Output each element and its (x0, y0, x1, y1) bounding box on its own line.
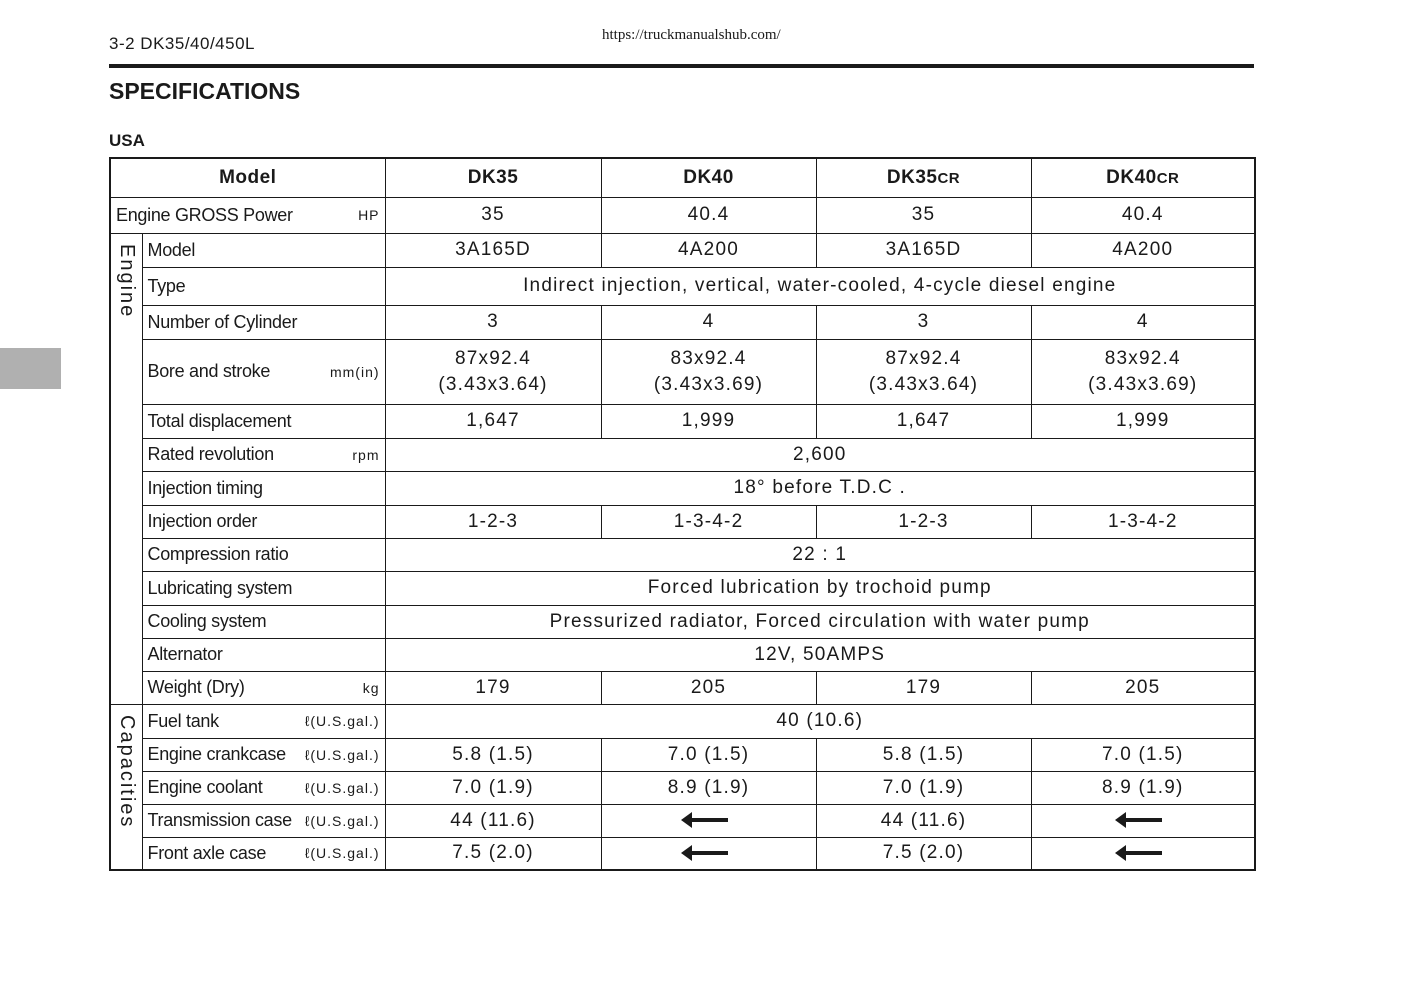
specifications-table (109, 157, 1256, 871)
cell: 205 (601, 671, 816, 704)
row-label-fuel-tank: Fuel tank ℓ(U.S.gal.) (142, 704, 385, 738)
cell: 5.8 (1.5) (816, 738, 1031, 771)
cell: 7.0 (1.5) (1031, 738, 1255, 771)
row-label-lubricating: Lubricating system (142, 571, 385, 605)
table-row (110, 339, 1255, 404)
cell (1031, 804, 1255, 837)
cell: 7.0 (1.9) (385, 771, 601, 804)
cell (601, 837, 816, 870)
unit-label: kg (362, 679, 380, 696)
header-rule (109, 64, 1254, 68)
row-label-front-axle: Front axle case ℓ(U.S.gal.) (142, 837, 385, 870)
column-header-dk40cr: DK40CR (1031, 158, 1255, 197)
cell: 4 (601, 305, 816, 339)
cell: 7.0 (1.9) (816, 771, 1031, 804)
model-header: Model (110, 158, 385, 197)
row-label-compression-ratio: Compression ratio (142, 538, 385, 571)
cell: 4A200 (601, 233, 816, 267)
cell: 18° before T.D.C . (385, 471, 1255, 505)
cell: Pressurized radiator, Forced circulation with water pump (385, 605, 1255, 638)
table-row (110, 197, 1255, 233)
unit-label: ℓ(U.S.gal.) (304, 779, 380, 796)
unit-label: ℓ(U.S.gal.) (304, 845, 380, 862)
engine-group-label: Engine (110, 233, 142, 704)
table-row (110, 738, 1255, 771)
cell: 44 (11.6) (385, 804, 601, 837)
cell: 205 (1031, 671, 1255, 704)
cell: 7.0 (1.5) (601, 738, 816, 771)
table-row (110, 837, 1255, 870)
table-row (110, 671, 1255, 704)
cell: Indirect injection, vertical, water-cooled, 4-cycle diesel engine (385, 267, 1255, 305)
table-row (110, 538, 1255, 571)
row-label-displacement: Total displacement (142, 404, 385, 438)
row-label-rated-revolution: Rated revolution rpm (142, 438, 385, 471)
row-label-type: Type (142, 267, 385, 305)
cell: 83x92.4 (3.43x3.69) (1031, 339, 1255, 404)
table-row (110, 438, 1255, 471)
table-row (110, 804, 1255, 837)
row-label-cooling: Cooling system (142, 605, 385, 638)
left-arrow-icon (690, 851, 728, 855)
table-row (110, 471, 1255, 505)
table-row (110, 305, 1255, 339)
table-row (110, 771, 1255, 804)
cell: 3A165D (385, 233, 601, 267)
cell: 1-3-4-2 (1031, 505, 1255, 538)
cell: 1,647 (816, 404, 1031, 438)
cell: 87x92.4 (3.43x3.64) (385, 339, 601, 404)
cell: 179 (816, 671, 1031, 704)
cell: 35 (816, 197, 1031, 233)
column-header-dk40: DK40 (601, 158, 816, 197)
row-label-coolant: Engine coolant ℓ(U.S.gal.) (142, 771, 385, 804)
unit-label: rpm (352, 446, 380, 463)
cell: 40.4 (601, 197, 816, 233)
cell: 22 : 1 (385, 538, 1255, 571)
cell: 1,647 (385, 404, 601, 438)
table-row (110, 404, 1255, 438)
cell (1031, 837, 1255, 870)
cell: 87x92.4 (3.43x3.64) (816, 339, 1031, 404)
row-label-injection-order: Injection order (142, 505, 385, 538)
table-row (110, 233, 1255, 267)
cell: 3 (385, 305, 601, 339)
cell: 8.9 (1.9) (601, 771, 816, 804)
page-reference: 3-2 DK35/40/450L (109, 34, 255, 53)
cell: 35 (385, 197, 601, 233)
unit-label: ℓ(U.S.gal.) (304, 746, 380, 763)
row-label-transmission: Transmission case ℓ(U.S.gal.) (142, 804, 385, 837)
cell: 179 (385, 671, 601, 704)
source-url[interactable]: https://truckmanualshub.com/ (602, 27, 781, 43)
column-header-dk35cr: DK35CR (816, 158, 1031, 197)
cell: 1-2-3 (385, 505, 601, 538)
table-row (110, 638, 1255, 671)
cell: 12V, 50AMPS (385, 638, 1255, 671)
table-row (110, 605, 1255, 638)
cell: 1-3-4-2 (601, 505, 816, 538)
table-row (110, 267, 1255, 305)
unit-label: ℓ(U.S.gal.) (304, 713, 380, 729)
cell: 7.5 (2.0) (385, 837, 601, 870)
region-label: USA (109, 131, 145, 150)
cell: 1,999 (1031, 404, 1255, 438)
unit-label: ℓ(U.S.gal.) (304, 812, 380, 829)
table-header-row (110, 158, 1255, 197)
row-label-engine-model: Model (142, 233, 385, 267)
cell: Forced lubrication by trochoid pump (385, 571, 1255, 605)
left-arrow-icon (1124, 818, 1162, 822)
table-row (110, 704, 1255, 738)
cell: 3A165D (816, 233, 1031, 267)
left-arrow-icon (1124, 851, 1162, 855)
cell: 3 (816, 305, 1031, 339)
row-label-weight: Weight (Dry) kg (142, 671, 385, 704)
unit-label: mm(in) (329, 363, 380, 380)
table-row (110, 571, 1255, 605)
cell: 40.4 (1031, 197, 1255, 233)
cell: 44 (11.6) (816, 804, 1031, 837)
cell (601, 804, 816, 837)
cell: 4 (1031, 305, 1255, 339)
cell: 4A200 (1031, 233, 1255, 267)
cell: 83x92.4 (3.43x3.69) (601, 339, 816, 404)
cell: 40 (10.6) (385, 704, 1255, 738)
row-label-gross-power: Engine GROSS Power HP (110, 197, 385, 233)
row-label-crankcase: Engine crankcase ℓ(U.S.gal.) (142, 738, 385, 771)
page-title: SPECIFICATIONS (109, 78, 301, 104)
cell: 1,999 (601, 404, 816, 438)
table-row (110, 505, 1255, 538)
cell: 8.9 (1.9) (1031, 771, 1255, 804)
chapter-tab-marker (0, 348, 61, 389)
cell: 5.8 (1.5) (385, 738, 601, 771)
row-label-injection-timing: Injection timing (142, 471, 385, 505)
capacities-group-label: Capacities (110, 704, 142, 870)
unit-label: HP (358, 207, 380, 223)
cell: 1-2-3 (816, 505, 1031, 538)
cell: 2,600 (385, 438, 1255, 471)
column-header-dk35: DK35 (385, 158, 601, 197)
left-arrow-icon (690, 818, 728, 822)
cell: 7.5 (2.0) (816, 837, 1031, 870)
row-label-alternator: Alternator (142, 638, 385, 671)
row-label-cylinders: Number of Cylinder (142, 305, 385, 339)
row-label-bore-stroke: Bore and stroke mm(in) (142, 339, 385, 404)
